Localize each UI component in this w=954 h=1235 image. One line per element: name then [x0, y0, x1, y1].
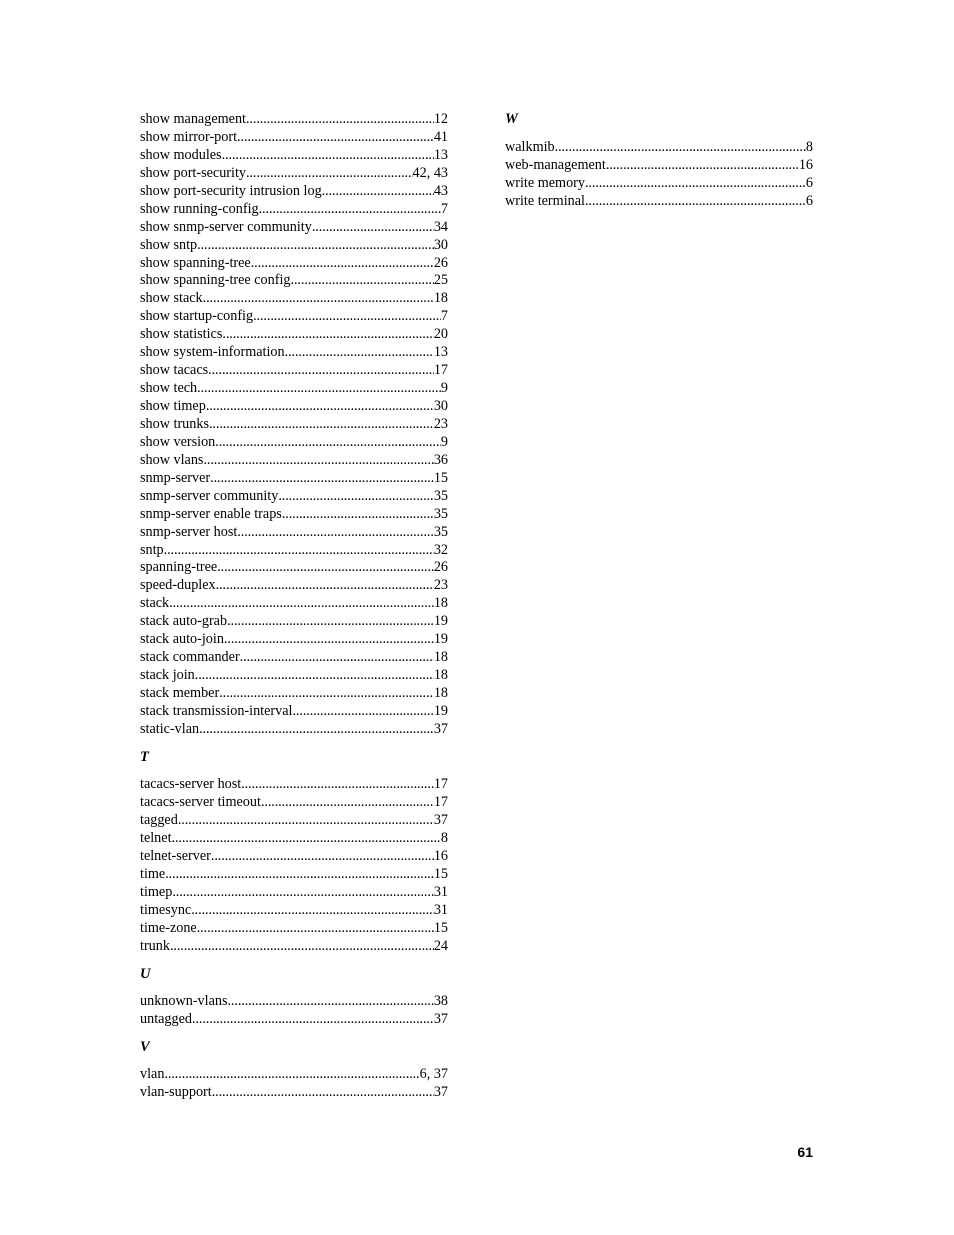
index-page-ref: 9 [440, 433, 448, 450]
index-page-ref: 19 [433, 631, 448, 648]
index-entry-show-stack [140, 290, 448, 308]
index-term: sntp [140, 541, 164, 558]
index-term: show modules [140, 146, 222, 163]
dot-leader [240, 649, 434, 667]
dot-leader [285, 344, 434, 362]
index-term: show system-information [140, 344, 285, 361]
index-page-ref: 35 [433, 505, 448, 522]
index-term: time [140, 865, 166, 882]
index-page-ref: 36 [433, 451, 448, 468]
dot-leader [292, 703, 433, 721]
index-term: stack auto-grab [140, 613, 228, 630]
dot-leader [222, 326, 433, 344]
index-page-ref: 18 [433, 290, 448, 307]
index-term: timep [140, 883, 173, 900]
section-letter-w: W [505, 111, 518, 127]
index-entry-show-startup-config [140, 308, 448, 326]
index-page-ref: 35 [433, 487, 448, 504]
index-term: show sntp [140, 236, 198, 253]
index-page-ref: 18 [433, 595, 448, 612]
dot-leader [227, 613, 434, 631]
index-entry-stack-transmission-interval [140, 703, 448, 721]
index-entry-vlan [140, 1066, 448, 1084]
index-term: show version [140, 433, 216, 450]
index-term: speed-duplex [140, 577, 216, 594]
index-term: snmp-server enable traps [140, 505, 282, 522]
index-page-ref: 26 [433, 254, 448, 271]
index-page-ref: 9 [440, 380, 448, 397]
dot-leader [192, 1011, 434, 1029]
index-term: stack member [140, 685, 220, 701]
dot-leader [253, 308, 441, 326]
index-page-ref: 19 [433, 702, 448, 719]
index-term: show management [140, 111, 246, 127]
index-term: show port-security [140, 164, 246, 181]
dot-leader [208, 362, 434, 380]
index-page-ref: 13 [433, 344, 448, 361]
dot-leader [237, 524, 433, 542]
dot-leader [172, 830, 441, 848]
index-page-ref: 42, 43 [412, 164, 448, 181]
index-page-ref: 34 [433, 218, 448, 235]
dot-leader [197, 920, 434, 938]
index-entry-show-mirror-port [140, 129, 448, 147]
index-page-ref: 31 [433, 901, 448, 918]
index-term: show startup-config [140, 308, 254, 325]
index-entry-telnet-server [140, 848, 448, 866]
index-page-ref: 23 [433, 577, 448, 594]
index-page-ref: 6 [805, 174, 813, 191]
dot-leader [606, 157, 799, 175]
index-term: vlan [140, 1066, 165, 1083]
index-term: show snmp-server community [140, 218, 312, 235]
index-term: show running-config [140, 200, 259, 217]
dot-leader [203, 452, 433, 470]
index-term: show tacacs [140, 362, 209, 379]
index-term: show mirror-port [140, 128, 238, 145]
index-entry-show-version [140, 434, 448, 452]
dot-leader [199, 721, 434, 739]
index-page-ref: 6 [805, 192, 813, 209]
index-page-ref: 23 [433, 415, 448, 432]
index-term: stack commander [140, 649, 240, 666]
dot-leader [282, 506, 434, 524]
dot-leader [165, 866, 434, 884]
index-page-ref: 37 [433, 1084, 448, 1101]
index-page-ref: 35 [433, 523, 448, 540]
index-term: show spanning-tree config [140, 272, 291, 289]
index-term: telnet-server [140, 848, 211, 864]
dot-leader [164, 1066, 419, 1084]
index-term: snmp-server community [140, 487, 279, 504]
dot-leader [197, 380, 441, 398]
dot-leader [191, 902, 434, 920]
index-entry-show-port-security-intrusion-log [140, 183, 448, 201]
dot-leader [209, 416, 434, 434]
index-page-ref: 41 [433, 128, 448, 145]
index-entry-snmp-server-enable-traps [140, 506, 448, 524]
index-entry-show-tech [140, 380, 448, 398]
dot-leader [241, 776, 434, 794]
section-letter-v: V [140, 1038, 150, 1055]
index-entry-show-vlans [140, 452, 448, 470]
dot-leader [555, 139, 806, 157]
index-entry-stack-member [140, 685, 448, 703]
index-entry-walkmib [505, 139, 813, 157]
index-entry-time-zone [140, 920, 448, 938]
index-entry-show-sntp [140, 237, 448, 255]
index-term: tacacs-server host [140, 776, 242, 793]
index-entry-stack-auto-grab [140, 613, 448, 631]
index-term: timesync [140, 901, 192, 918]
index-term: show trunks [140, 415, 209, 432]
dot-leader [251, 255, 434, 273]
index-entry-show-timep [140, 398, 448, 416]
page-number: 61 [797, 1144, 813, 1160]
index-entry-speed-duplex [140, 577, 448, 595]
index-page-ref: 25 [433, 272, 448, 289]
index-page-ref: 18 [433, 649, 448, 666]
dot-leader [222, 147, 434, 165]
dot-leader [195, 667, 434, 685]
dot-leader [212, 1084, 434, 1102]
index-term: show timep [140, 398, 206, 414]
index-term: stack auto-join [140, 631, 224, 648]
dot-leader [291, 272, 434, 290]
index-term: stack [140, 595, 170, 612]
dot-leader [216, 577, 434, 595]
index-term: spanning-tree [140, 559, 218, 576]
dot-leader [217, 559, 434, 577]
index-page-ref: 24 [433, 937, 448, 954]
index-page-ref: 17 [433, 776, 448, 793]
dot-leader [197, 237, 434, 255]
index-entry-write-terminal [505, 193, 813, 211]
section-letter-u: U [140, 965, 151, 982]
index-page-ref: 7 [440, 200, 448, 217]
dot-leader [246, 111, 434, 129]
index-column-right [505, 111, 813, 211]
index-page-ref: 16 [798, 156, 813, 173]
index-entry-show-trunks [140, 416, 448, 434]
index-page-ref: 37 [433, 1011, 448, 1027]
index-term: telnet [140, 830, 172, 847]
index-page-ref: 16 [433, 848, 448, 864]
dot-leader [169, 595, 434, 613]
index-term: unknown-vlans [140, 993, 228, 1010]
dot-leader [261, 794, 434, 812]
dot-leader [237, 129, 434, 147]
index-page-ref: 18 [433, 685, 448, 701]
dot-leader [227, 993, 433, 1011]
index-page-ref: 32 [433, 541, 448, 558]
index-page-ref: 19 [433, 613, 448, 630]
index-term: write memory [505, 174, 585, 191]
dot-leader [164, 542, 434, 560]
index-entry-time [140, 866, 448, 884]
index-entry-tacacs-server-host [140, 776, 448, 794]
index-entry-show-port-security [140, 165, 448, 183]
index-term: show spanning-tree [140, 254, 251, 271]
dot-leader [585, 175, 806, 193]
index-entry-show-running-config [140, 201, 448, 219]
index-page-ref: 7 [440, 308, 448, 325]
index-term: show stack [140, 290, 203, 307]
index-page-ref: 15 [433, 919, 448, 936]
dot-leader [322, 183, 434, 201]
index-entry-timep [140, 884, 448, 902]
index-page-ref: 15 [433, 469, 448, 486]
index-entry-show-system-information [140, 344, 448, 362]
index-entry-show-statistics [140, 326, 448, 344]
index-page-ref: 8 [805, 138, 813, 155]
index-term: write terminal [505, 192, 585, 209]
index-entry-stack [140, 595, 448, 613]
index-entry-stack-commander [140, 649, 448, 667]
index-entry-snmp-server-host [140, 524, 448, 542]
index-page-ref: 15 [433, 865, 448, 882]
index-column-left [140, 111, 448, 1102]
index-term: snmp-server host [140, 523, 238, 540]
index-page-ref: 37 [433, 720, 448, 737]
index-entry-untagged [140, 1011, 448, 1029]
index-entry-show-snmp-server-community [140, 219, 448, 237]
index-page-ref: 18 [433, 667, 448, 684]
dot-leader [585, 193, 806, 211]
dot-leader [172, 884, 434, 902]
index-entry-trunk [140, 938, 448, 956]
index-term: snmp-server [140, 469, 211, 486]
dot-leader [246, 165, 413, 183]
index-page-ref: 12 [433, 111, 448, 127]
index-term: show vlans [140, 451, 204, 468]
index-page-ref: 13 [433, 146, 448, 163]
index-entry-stack-join [140, 667, 448, 685]
index-term: tagged [140, 812, 178, 829]
index-page-ref: 17 [433, 794, 448, 811]
index-page-ref: 8 [440, 830, 448, 847]
index-term: untagged [140, 1011, 193, 1027]
dot-leader [219, 685, 434, 703]
index-page-ref: 30 [433, 398, 448, 414]
dot-leader [224, 631, 434, 649]
dot-leader [210, 470, 434, 488]
index-term: walkmib [505, 138, 555, 155]
dot-leader [203, 290, 434, 308]
index-entry-telnet [140, 830, 448, 848]
index-entry-stack-auto-join [140, 631, 448, 649]
dot-leader [259, 201, 441, 219]
dot-leader [215, 434, 441, 452]
index-entry-spanning-tree [140, 559, 448, 577]
index-entry-show-modules [140, 147, 448, 165]
index-entry-show-spanning-tree-config [140, 272, 448, 290]
index-page-ref: 6, 37 [419, 1066, 448, 1083]
index-page-ref: 30 [433, 236, 448, 253]
index-term: tacacs-server timeout [140, 794, 261, 811]
index-entry-show-spanning-tree [140, 255, 448, 273]
index-entry-tagged [140, 812, 448, 830]
dot-leader [178, 812, 434, 830]
index-entry-snmp-server-community [140, 488, 448, 506]
index-entry-vlan-support [140, 1084, 448, 1102]
index-page-ref: 26 [433, 559, 448, 576]
index-entry-snmp-server [140, 470, 448, 488]
index-entry-timesync [140, 902, 448, 920]
section-letter-t: T [140, 748, 149, 765]
index-term: show tech [140, 380, 198, 397]
dot-leader [278, 488, 434, 506]
index-entry-sntp [140, 542, 448, 560]
index-term: vlan-support [140, 1084, 212, 1101]
dot-leader [312, 219, 434, 237]
index-page-ref: 38 [433, 993, 448, 1010]
index-page-ref: 20 [433, 326, 448, 343]
index-term: show statistics [140, 326, 223, 343]
index-entry-tacacs-server-timeout [140, 794, 448, 812]
dot-leader [170, 938, 434, 956]
dot-leader [211, 848, 434, 866]
index-entry-write-memory [505, 175, 813, 193]
index-term: stack join [140, 667, 195, 684]
index-entry-unknown-vlans [140, 993, 448, 1011]
index-term: show port-security intrusion log [140, 182, 322, 199]
index-page-ref: 31 [433, 883, 448, 900]
index-page-ref: 37 [433, 812, 448, 829]
index-term: time-zone [140, 919, 197, 936]
index-term: static-vlan [140, 720, 200, 737]
index-entry-web-management [505, 157, 813, 175]
index-page-ref: 43 [433, 182, 448, 199]
index-term: stack transmission-interval [140, 702, 293, 719]
index-entry-show-management [140, 111, 448, 129]
dot-leader [206, 398, 434, 416]
index-page-ref: 17 [433, 362, 448, 379]
index-term: trunk [140, 937, 170, 954]
index-entry-static-vlan [140, 721, 448, 739]
index-term: web-management [505, 156, 606, 173]
index-entry-show-tacacs [140, 362, 448, 380]
